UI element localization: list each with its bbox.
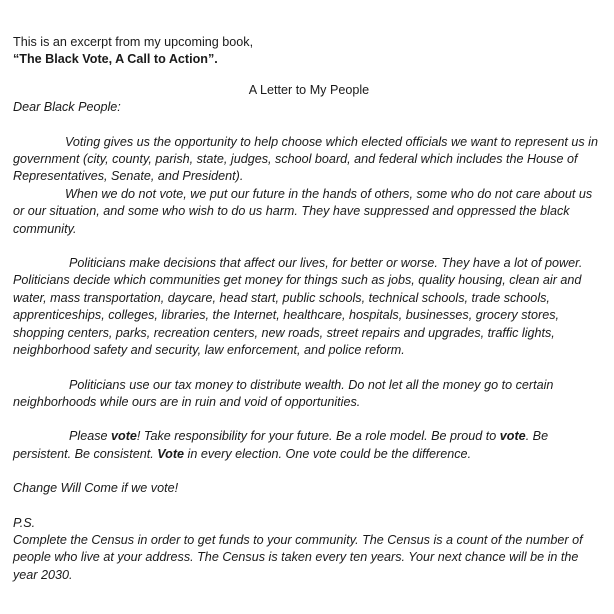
p5-vote-1: vote [111, 429, 137, 444]
ps-text: Complete the Census in order to get funds to your community. The Census is a count of the number of people who live at your address. The Census is taken every ten years. Your next chance will be in the year 2030. [13, 532, 583, 582]
intro-line: This is an excerpt from my upcoming book, [13, 35, 254, 49]
paragraph-5 [13, 428, 605, 463]
p5-text-3: . Be persistent. Be consistent. [13, 429, 549, 461]
p5-vote-3: Vote [157, 446, 185, 461]
ps-label: P.S. [13, 515, 36, 530]
paragraph-2: When we do not vote, we put our future in the hands of others, some who do not care about us or our situation, and some who wish to do us harm. They have suppressed and oppressed the black community. [13, 186, 593, 236]
spacer [13, 238, 605, 255]
paragraph-1: Voting gives us the opportunity to help choose which elected officials we want to represent us in government (city, county, parish, state, judges, school board, and federal which includes the House of Representatives, Senate, and President). [13, 134, 598, 184]
spacer [13, 498, 605, 515]
spacer [13, 360, 605, 377]
p5-vote-2: vote [499, 429, 526, 444]
book-title: “The Black Vote, A Call to Action”. [13, 52, 218, 67]
p5-text-1: Please [69, 429, 112, 444]
spacer [13, 117, 605, 134]
p5-text-4: in every election. One vote could be the difference. [184, 446, 472, 461]
salutation: Dear Black People: [13, 100, 121, 115]
paragraph-3: Politicians make decisions that affect our lives, for better or worse. They have a lot of power. Politicians decide which communities get money for things such as jobs, quality housing, clean air and water, mass transportation, daycare, head start, public schools, technical schools, trade schools, apprenticeships, colleges, libraries, the Internet, healthcare, hospitals, businesses, grocery stores, shopping centers, parks, recreation centers, new roads, street repairs and upgrades, traffic lights, neighborhood safety and security, law enforcement, and police reform. [13, 256, 583, 358]
document-page [13, 34, 605, 584]
p5-text-2: ! Take responsibility for your future. Be a role model. Be proud to [136, 429, 500, 444]
spacer [13, 463, 605, 480]
letter-title: A Letter to My People [248, 82, 370, 97]
spacer [13, 411, 605, 428]
paragraph-6: Change Will Come if we vote! [13, 481, 179, 496]
paragraph-4: Politicians use our tax money to distribute wealth. Do not let all the money go to certain neighborhoods while ours are in ruin and void of opportunities. [13, 377, 554, 409]
